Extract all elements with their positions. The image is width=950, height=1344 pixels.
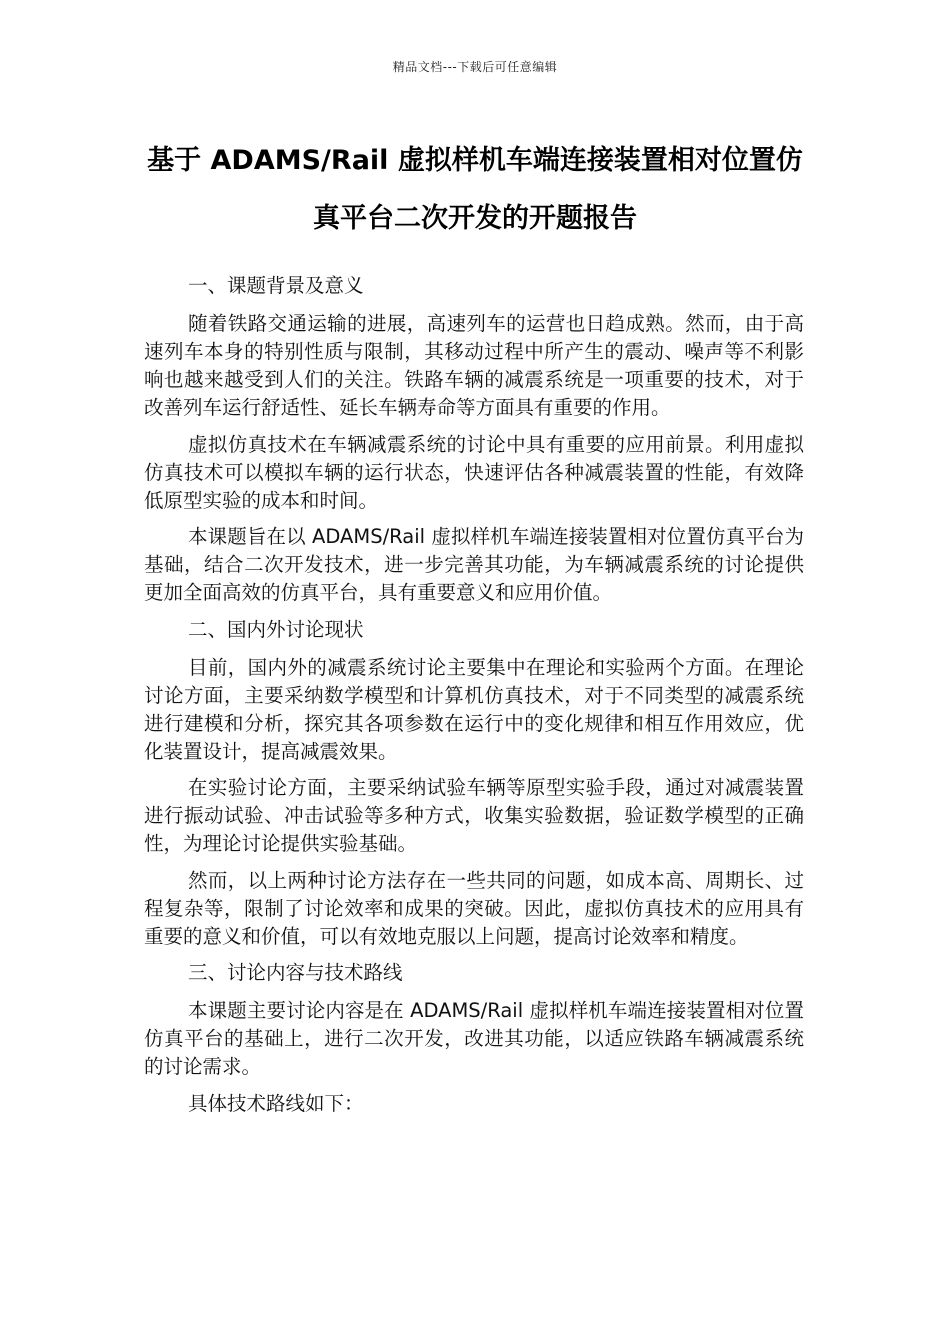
paragraph: 目前，国内外的减震系统讨论主要集中在理论和实验两个方面。在理论讨论方面，主要采纳数学模型和计算机仿真技术，对于不同类型的减震系统进行建模和分析，探究其各项参数在运行中的变化规律和相互作用效应，优化装置设计，提高减震效果。 <box>144 655 804 763</box>
section-heading: 三、讨论内容与技术路线 <box>188 961 403 984</box>
paragraph: 然而，以上两种讨论方法存在一些共同的问题，如成本高、周期长、过程复杂等，限制了讨论效率和成果的突破。因此，虚拟仿真技术的应用具有重要的意义和价值，可以有效地克服以上问题，提高讨论效率和精度。 <box>144 868 804 948</box>
section-heading: 一、课题背景及意义 <box>188 274 364 297</box>
paragraph: 虚拟仿真技术在车辆减震系统的讨论中具有重要的应用前景。利用虚拟仿真技术可以模拟车辆的运行状态，快速评估各种减震装置的性能，有效降低原型实验的成本和时间。 <box>144 432 804 512</box>
document-body <box>144 272 804 1126</box>
document-title-line-1: 基于 ADAMS/Rail 虚拟样机车端连接装置相对位置仿 <box>147 145 803 176</box>
header-note: 精品文档---下载后可任意编辑 <box>392 60 558 74</box>
paragraph: 具体技术路线如下： <box>188 1091 364 1115</box>
paragraph: 在实验讨论方面，主要采纳试验车辆等原型实验手段，通过对减震装置进行振动试验、冲击试验等多种方式，收集实验数据，验证数学模型的正确性，为理论讨论提供实验基础。 <box>144 776 804 855</box>
paragraph: 随着铁路交通运输的进展，高速列车的运营也日趋成熟。然而，由于高速列车本身的特别性质与限制，其移动过程中所产生的震动、噪声等不利影响也越来越受到人们的关注。铁路车辆的减震系统是一项重要的技术，对于改善列车运行舒适性、延长车辆寿命等方面具有重要的作用。 <box>144 312 804 419</box>
paragraph: 本课题旨在以 ADAMS/Rail 虚拟样机车端连接装置相对位置仿真平台为基础，结合二次开发技术，进一步完善其功能，为车辆减震系统的讨论提供更加全面高效的仿真平台，具有重要意义和应用价值。 <box>144 525 804 604</box>
document-title-line-2: 真平台二次开发的开题报告 <box>313 203 637 234</box>
section-heading: 二、国内外讨论现状 <box>188 617 364 641</box>
paragraph: 本课题主要讨论内容是在 ADAMS/Rail 虚拟样机车端连接装置相对位置仿真平台的基础上，进行二次开发，改进其功能，以适应铁路车辆减震系统的讨论需求。 <box>144 999 804 1078</box>
